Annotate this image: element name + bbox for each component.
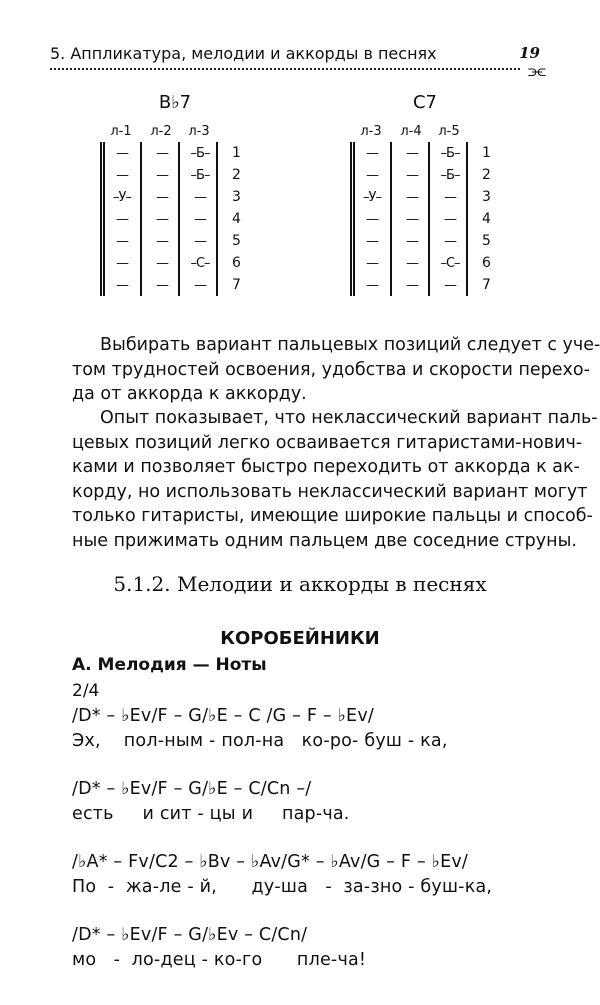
- fret-cell: –У–: [113, 189, 131, 205]
- fret-cell: —: [406, 189, 418, 205]
- string-line: [140, 142, 142, 296]
- chord-name: C7: [412, 92, 438, 113]
- lyric-line: По - жа-ле - й, ду-ша - за-зно - буш-ка,: [72, 877, 493, 897]
- fret-cell: —: [406, 233, 418, 249]
- chord-line: /D* – ♭Ev/F – G/♭Ev – C/Cn/: [72, 925, 308, 945]
- fret-cell: —: [116, 277, 128, 293]
- chord-name: B♭7: [158, 92, 192, 113]
- fret-number: 3: [482, 189, 491, 205]
- fret-cell: —: [116, 145, 128, 161]
- song-title: КОРОБЕЙНИКИ: [220, 628, 380, 649]
- fret-cell: —: [366, 211, 378, 227]
- fret-number: 3: [232, 189, 241, 205]
- chord-line: /D* – ♭Ev/F – G/♭E – C /G – F – ♭Ev/: [72, 706, 374, 726]
- fret-cell: —: [406, 145, 418, 161]
- text-line: корду, но использовать неклассический вариант могут: [72, 481, 588, 502]
- dotted-rule: [50, 68, 520, 70]
- fret-cell: —: [444, 189, 456, 205]
- chord-diagram-bb7: [100, 92, 280, 307]
- text-line: ками и позволяет быстро переходить от аккорда к ак-: [72, 457, 580, 477]
- fret-number: 1: [482, 145, 491, 161]
- fret-number: 1: [232, 145, 241, 161]
- fret-number: 5: [482, 233, 491, 249]
- text-line: цевых позиций легко осваивается гитаристами-нович-: [72, 432, 583, 453]
- fret-cell: —: [444, 277, 456, 293]
- fret-cell: –Б–: [190, 167, 210, 183]
- page-number: 19: [519, 44, 540, 62]
- chord-diagram-c7: [350, 92, 530, 307]
- fret-cell: —: [194, 277, 206, 293]
- fret-number: 5: [232, 233, 241, 249]
- ornament-icon: ⫘: [528, 58, 546, 82]
- fret-cell: —: [406, 211, 418, 227]
- page-header: [50, 44, 550, 84]
- fret-cell: —: [366, 167, 378, 183]
- chord-line: /♭A* – Fv/C2 – ♭Bv – ♭Av/G* – ♭Av/G – F – ♭Ev/: [72, 852, 469, 872]
- fret-number: 2: [232, 167, 241, 183]
- string-label: л-3: [188, 124, 210, 139]
- paragraph-1: [72, 333, 600, 407]
- text-line: только гитаристы, имеющие широкие пальцы и способ-: [72, 506, 593, 526]
- fret-cell: –С–: [440, 255, 460, 271]
- fret-cell: —: [116, 255, 128, 271]
- fret-cell: –Б–: [440, 167, 460, 183]
- fret-number: 4: [232, 211, 241, 227]
- fret-number: 7: [232, 277, 241, 293]
- fret-cell: —: [366, 255, 378, 271]
- running-title: 5. Аппликатура, мелодии и аккорды в песнях: [50, 44, 437, 63]
- string-label: л-4: [400, 124, 422, 139]
- fret-cell: —: [406, 167, 418, 183]
- fret-cell: —: [156, 211, 168, 227]
- text-line: Выбирать вариант пальцевых позиций следует с уче-: [100, 335, 600, 355]
- text-line: да от аккорда к аккорду.: [72, 384, 307, 404]
- fret-cell: —: [116, 167, 128, 183]
- fret-cell: —: [366, 233, 378, 249]
- text-line: Опыт показывает, что неклассический вариант паль-: [100, 408, 598, 428]
- fret-number: 2: [482, 167, 491, 183]
- fret-cell: —: [366, 277, 378, 293]
- fret-cell: —: [444, 233, 456, 249]
- fret-cell: –Б–: [190, 145, 210, 161]
- lyric-line: есть и сит - цы и пар-ча.: [72, 804, 350, 824]
- string-label: л-5: [438, 124, 460, 139]
- fret-cell: —: [194, 189, 206, 205]
- string-label: л-1: [110, 124, 132, 139]
- fret-number: 6: [232, 255, 241, 271]
- string-line: [390, 142, 392, 296]
- paragraph-2: [72, 406, 598, 553]
- fret-cell: –У–: [363, 189, 381, 205]
- lyric-line: Эх, пол-ным - пол-на ко-ро- буш - ка,: [72, 731, 448, 751]
- fret-cell: —: [156, 189, 168, 205]
- string-line: [350, 142, 352, 296]
- chord-grid: [100, 142, 220, 302]
- string-label: л-3: [360, 124, 382, 139]
- fret-cell: —: [156, 255, 168, 271]
- fret-cell: —: [366, 145, 378, 161]
- subsection-heading: А. Мелодия — Ноты: [72, 655, 267, 675]
- fret-cell: —: [406, 255, 418, 271]
- fret-cell: —: [116, 211, 128, 227]
- lyric-line: мо - ло-дец - ко-го пле-ча!: [72, 950, 367, 970]
- fret-cell: —: [194, 211, 206, 227]
- fret-number: 7: [482, 277, 491, 293]
- section-heading: 5.1.2. Мелодии и аккорды в песнях: [113, 572, 487, 596]
- fret-cell: —: [406, 277, 418, 293]
- fret-cell: —: [116, 233, 128, 249]
- fret-cell: —: [156, 167, 168, 183]
- string-labels: [100, 124, 220, 142]
- string-line: [100, 142, 102, 296]
- string-label: л-2: [150, 124, 172, 139]
- chord-line: /D* – ♭Ev/F – G/♭E – C/Cn –/: [72, 779, 312, 799]
- fret-number: 4: [482, 211, 491, 227]
- fret-cell: –С–: [190, 255, 210, 271]
- text-line: том трудностей освоения, удобства и скорости перехо-: [72, 359, 590, 380]
- fret-cell: —: [156, 233, 168, 249]
- fret-cell: —: [156, 145, 168, 161]
- fret-cell: —: [156, 277, 168, 293]
- chord-grid: [350, 142, 470, 302]
- fret-number: 6: [482, 255, 491, 271]
- text-line: ные прижимать одним пальцем две соседние струны.: [72, 530, 577, 551]
- string-labels: [350, 124, 470, 142]
- fret-cell: —: [194, 233, 206, 249]
- fret-cell: —: [444, 211, 456, 227]
- time-signature: 2/4: [72, 681, 100, 701]
- fret-cell: –Б–: [440, 145, 460, 161]
